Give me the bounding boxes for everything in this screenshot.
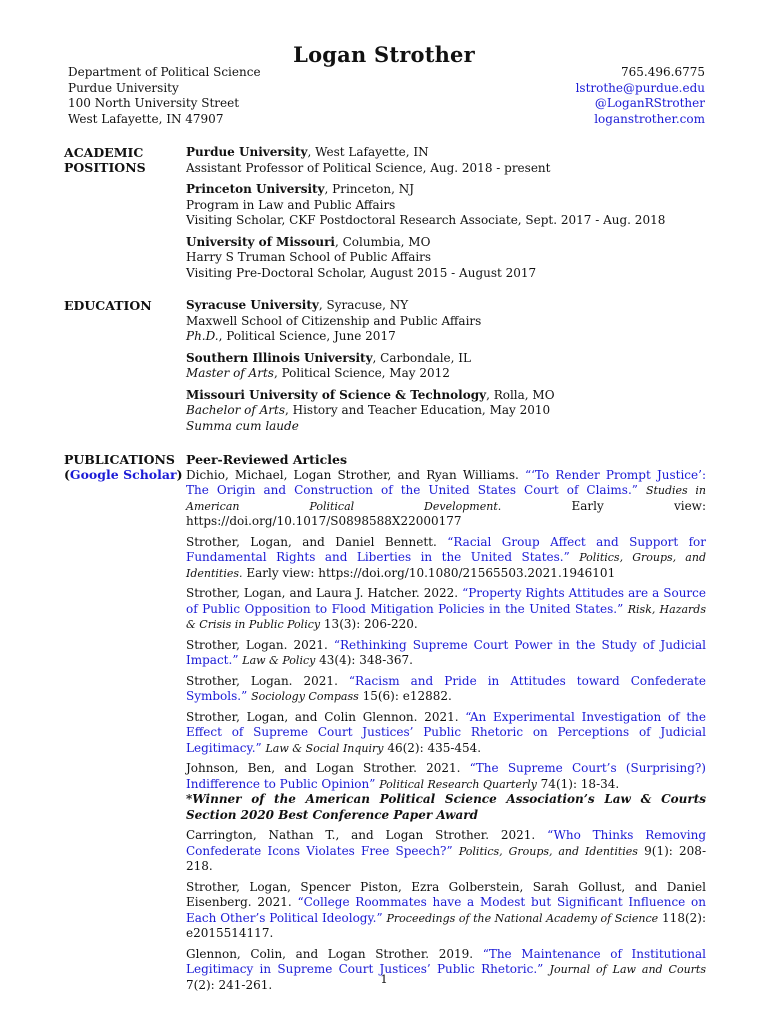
contact-block: [576, 65, 705, 127]
education-degree: Bachelor of Arts: [186, 403, 285, 417]
contact-website-link[interactable]: loganstrother.com: [594, 111, 705, 126]
publication-entry: [186, 710, 706, 757]
publication-entry: [186, 535, 706, 582]
position-org: Purdue University: [186, 145, 308, 159]
education-place: , Syracuse, NY: [318, 298, 409, 312]
pub-details: Early view: https://doi.org/10.1080/21565503.2021.1946101: [242, 565, 616, 580]
position-entry: [186, 182, 706, 229]
publication-entry: [186, 947, 706, 994]
education-entry: [186, 351, 706, 382]
publication-entry: [186, 761, 706, 823]
position-place: , West Lafayette, IN: [307, 145, 429, 159]
pub-journal: Law & Social Inquiry: [265, 741, 384, 755]
pub-title-link[interactable]: “Racism and Pride in Attitudes toward Confederate Symbols.”: [186, 673, 706, 703]
pub-authors: Johnson, Ben, and Logan Strother. 2021.: [186, 761, 470, 775]
publications-list: [186, 452, 706, 998]
paren-open: (: [64, 467, 70, 482]
pub-title-link[interactable]: “Who Thinks Removing Confederate Icons Violates Free Speech?”: [186, 828, 706, 858]
pub-details: 46(2): 435-454.: [383, 740, 482, 755]
publications-subheading: Peer-Reviewed Articles: [186, 452, 348, 467]
pub-authors: Glennon, Colin, and Logan Strother. 2019.: [186, 946, 483, 961]
position-org: University of Missouri: [186, 234, 335, 249]
position-detail: Assistant Professor of Political Science, Aug. 2018 - present: [186, 160, 551, 175]
section-label-education: EDUCATION: [64, 298, 152, 313]
position-org: Princeton University: [186, 182, 325, 196]
section-label-positions: [64, 145, 146, 175]
section-label-publications: [64, 452, 182, 482]
pub-journal: Politics, Groups, and Identities.: [186, 551, 706, 580]
pub-authors: Carrington, Nathan T., and Logan Strother. 2021.: [186, 828, 548, 842]
position-entry: [186, 235, 706, 282]
pub-authors: Dichio, Michael, Logan Strother, and Ryan Williams.: [186, 467, 525, 482]
pub-journal: Journal of Law and Courts: [549, 963, 706, 976]
pub-details: 9(1): 208-218.: [186, 843, 706, 873]
address-university: Purdue University: [68, 80, 179, 95]
address-city: West Lafayette, IN 47907: [68, 111, 224, 126]
pub-details: 74(1): 18-34.: [536, 776, 620, 791]
position-detail: Program in Law and Public Affairs: [186, 197, 396, 212]
education-entry: [186, 298, 706, 345]
education-honor: Summa cum laude: [186, 418, 299, 433]
pub-authors: Strother, Logan. 2021.: [186, 673, 349, 688]
page-number: 1: [380, 972, 388, 986]
pub-title-link[interactable]: “The Maintenance of Institutional Legitimacy in Supreme Court Justices’ Public Rhetoric.”: [186, 946, 707, 976]
label-line: PUBLICATIONS: [64, 452, 175, 467]
publication-entry: [186, 674, 706, 705]
pub-details: 43(4): 348-367.: [315, 653, 413, 667]
pub-authors: Strother, Logan. 2021.: [186, 637, 334, 652]
pub-award-note: *Winner of the American Political Science Association’s Law & Courts Section 2020 Best Conference Paper Award: [186, 792, 706, 822]
pub-journal: Risk, Hazards & Crisis in Public Policy: [186, 602, 706, 631]
education-place: , Rolla, MO: [486, 387, 555, 402]
pub-details: 118(2): e2015514117.: [186, 910, 706, 940]
pub-title-link[interactable]: “College Roommates have a Modest but Significant Influence on Each Other’s Political Ideology.”: [186, 895, 706, 925]
address-block: [68, 65, 261, 127]
pub-journal: Proceedings of the National Academy of Science: [386, 911, 659, 925]
pub-journal: Politics, Groups, and Identities: [458, 844, 638, 858]
pub-authors: Strother, Logan, Spencer Piston, Ezra Golberstein, Sarah Gollust, and Daniel Eisenberg. 2021.: [186, 879, 706, 909]
label-line: ACADEMIC: [64, 145, 144, 160]
publication-entry: [186, 586, 706, 633]
contact-twitter-link[interactable]: @LoganRStrother: [594, 96, 705, 110]
education-detail: , Political Science, May 2012: [273, 366, 450, 380]
position-detail: Visiting Scholar, CKF Postdoctoral Research Associate, Sept. 2017 - Aug. 2018: [186, 213, 666, 227]
education-list: [186, 298, 706, 440]
pub-details: 15(6): e12882.: [358, 689, 452, 703]
education-place: , Carbondale, IL: [372, 350, 471, 365]
education-entry: [186, 388, 706, 435]
pub-title-link[interactable]: “Rethinking Supreme Court Power in the Study of Judicial Impact.”: [186, 637, 706, 667]
pub-details: 7(2): 241-261.: [186, 977, 273, 992]
pub-journal: Law & Policy: [242, 654, 316, 667]
publication-entry: [186, 880, 706, 942]
contact-phone: 765.496.6775: [621, 65, 705, 79]
positions-list: [186, 145, 706, 287]
education-degree: Master of Arts: [186, 366, 274, 380]
education-detail: , History and Teacher Education, May 2010: [285, 403, 551, 417]
pub-title-link[interactable]: “The Supreme Court’s (Surprising?) Indifference to Public Opinion”: [186, 761, 706, 791]
position-place: , Princeton, NJ: [324, 182, 415, 196]
pub-authors: Strother, Logan, and Daniel Bennett.: [186, 534, 448, 549]
pub-title-link[interactable]: “An Experimental Investigation of the Effect of Supreme Court Justices’ Public Rhetoric on Perceptions of Judicial Legitimacy.”: [186, 709, 706, 755]
publication-entry: [186, 828, 706, 875]
pub-title-link[interactable]: “Racial Group Affect and Support for Fundamental Rights and Liberties in the United States.”: [186, 534, 706, 564]
google-scholar-link[interactable]: Google Scholar: [69, 467, 177, 482]
position-detail: Visiting Pre-Doctoral Scholar, August 2015 - August 2017: [186, 265, 537, 280]
education-degree: Ph.D.: [186, 329, 219, 343]
position-detail: Harry S Truman School of Public Affairs: [186, 250, 432, 264]
pub-details: Early view: https://doi.org/10.1017/S0898588X22000177: [186, 498, 706, 528]
pub-journal: Sociology Compass: [251, 690, 359, 703]
contact-email-link[interactable]: lstrothe@purdue.edu: [575, 80, 705, 95]
education-school: Maxwell School of Citizenship and Public Affairs: [186, 313, 482, 328]
education-detail: , Political Science, June 2017: [218, 329, 396, 343]
education-org: Southern Illinois University: [186, 350, 373, 365]
pub-journal: Political Research Quarterly: [379, 777, 537, 791]
address-department: Department of Political Science: [68, 65, 261, 79]
address-street: 100 North University Street: [68, 96, 240, 110]
publication-entry: [186, 468, 706, 530]
education-org: Missouri University of Science & Technology: [186, 387, 487, 402]
pub-journal: Studies in American Political Development.: [186, 484, 706, 513]
pub-authors: Strother, Logan, and Colin Glennon. 2021.: [186, 709, 466, 724]
pub-details: 13(3): 206-220.: [320, 617, 418, 631]
position-place: , Columbia, MO: [335, 234, 431, 249]
position-entry: [186, 145, 706, 176]
pub-authors: Strother, Logan, and Laura J. Hatcher. 2022.: [186, 586, 463, 600]
publication-entry: [186, 638, 706, 669]
education-org: Syracuse University: [186, 298, 319, 312]
pub-title-link[interactable]: “Property Rights Attitudes are a Source of Public Opposition to Flood Mitigation Policies in the United States.”: [186, 586, 706, 616]
google-scholar-line: [64, 467, 182, 482]
pub-title-link[interactable]: “‘To Render Prompt Justice’: The Origin and Construction of the United States Court of Claims.”: [186, 467, 706, 497]
paren-close: ): [176, 467, 183, 482]
cv-name: Logan Strother: [293, 42, 475, 67]
label-line: POSITIONS: [64, 160, 146, 175]
